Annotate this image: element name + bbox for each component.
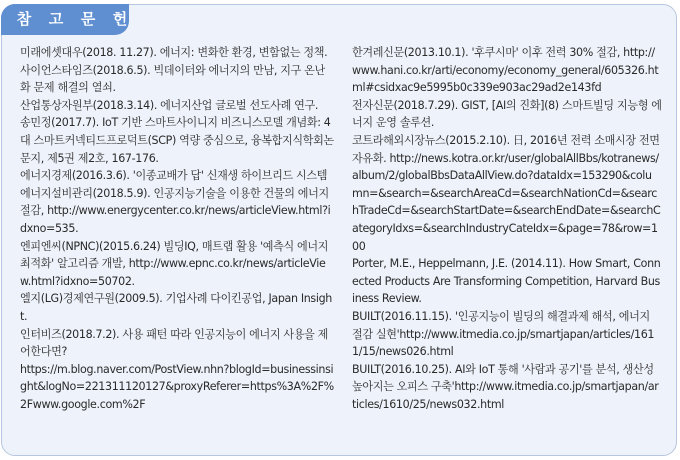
reference-entry: 인터비즈(2018.7.2). 사용 패턴 따라 인공지능이 에너지 사용을 제어한다면?: [20, 327, 329, 359]
reference-entry: 전자신문(2018.7.29). GIST, [AI의 진화](8) 스마트빌딩 지능형 에너지 운영 솔루션.: [352, 98, 662, 130]
reference-entry: BUILT(2016.10.25). AI와 IoT 통해 '사람과 공기'를 분석, 생산성 높아지는 오피스 구축'http://www.itmedia.co.jp/smartjapan/articles/1610/25/news032.html: [352, 362, 659, 411]
reference-entry: 산업통상자원부(2018.3.14). 에너지산업 글로벌 선도사례 연구.: [20, 98, 319, 112]
references-right-column: [352, 44, 662, 413]
reference-entry: 사이언스타임즈(2018.6.5). 빅데이터와 에너지의 만남, 지구 온난화 문제 해결의 열쇠.: [20, 63, 325, 95]
reference-entry: 에너지경제(2016.3.6). '이종교배가 답' 신재생 하이브리드 시스템: [20, 169, 328, 183]
reference-entry: 한겨레신문(2013.10.1). '후쿠시마' 이후 전력 30% 절감, http://www.hani.co.kr/arti/economy/economy_general/605326.html#csidxac9e5995b0c339e903ac29ad2e143fd: [352, 46, 659, 95]
section-tag-char: 헌: [112, 10, 128, 28]
reference-entry: Porter, M.E., Heppelmann, J.E. (2014.11). How Smart, Connected Products Are Transforming Competition, Harvard Business Review.: [352, 257, 661, 306]
reference-entry: 에너지설비관리(2018.5.9). 인공지능기술을 이용한 건물의 에너지 절감, http://www.energycenter.co.kr/news/articleView.html?idxno=535.: [20, 186, 331, 235]
section-tag-char: 고: [48, 10, 64, 28]
section-tag-char: 문: [80, 10, 96, 28]
reference-entry: 미래에셋대우(2018. 11.27). 에너지: 변화한 환경, 변함없는 정책.: [20, 46, 328, 59]
section-tag-char: 참: [16, 10, 32, 28]
reference-entry: 엘지(LG)경제연구원(2009.5). 기업사례 다이킨공업, Japan Insight.: [20, 292, 332, 323]
section-tag: [1, 4, 129, 35]
reference-entry: 엔피엔씨(NPNC)(2015.6.24) 빌딩IQ, 매트랩 활용 '예측식 에너지 최적화' 알고리즘 개발, http://www.epnc.co.kr/news/articleView.html?idxno=50702.: [20, 239, 329, 288]
reference-entry: 코트라해외시장뉴스(2015.2.10). 日, 2016년 전력 소매시장 전면 자유화. http://news.kotra.or.kr/user/globalAllBbs/kotranews/album/2/globalBbsDataAllView.do?dataIdx=153290&column=&search=&searchAreaCd=&searchNationCd=&searchTradeCd=&searchStartDate=&searchEndDate=&searchCategoryIdxs=&searchIndustryCateIdx=&page=78&row=100: [352, 133, 661, 253]
reference-entry: https://m.blog.naver.com/PostView.nhn?blogId=businessinsight&logNo=221311120127&proxyReferer=https%3A%2F%2Fwww.google.com%2F: [20, 362, 334, 411]
reference-entry: 송민정(2017.7). IoT 기반 스마트사이니지 비즈니스모델 개념화: 4대 스마트커넥티드프로덕트(SCP) 역량 중심으로, 융복합지식학회논문지, 제5권 제2호, 167-176.: [20, 116, 334, 165]
reference-entry: BUILT(2016.11.15). '인공지능이 빌딩의 해결과제 해석, 에너지 절감 실현'http://www.itmedia.co.jp/smartjapan/articles/1611/15/news026.html: [352, 309, 655, 359]
references-left-column: [20, 44, 334, 413]
